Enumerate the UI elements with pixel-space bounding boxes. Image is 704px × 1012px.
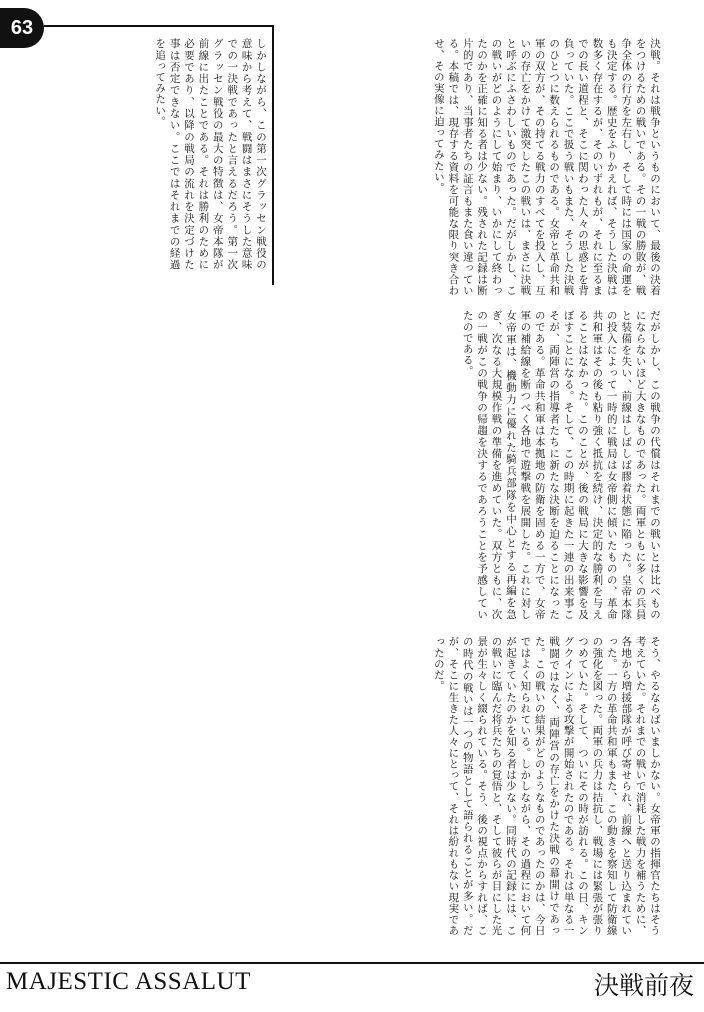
column-divider-rule: [272, 25, 274, 285]
text-column-upper-left: しかしながら、この第一次グラッセン戦役の意味から考えて、戦闘はまさにそうした意味での一決戦であったと言えるだろう。第一次グラッセン戦役の最大の特徴は、女帝本隊が前線に出たことである。それは勝利のために必要であり、以降の戦局の流れを決定づけた事は否定できない。ここではそれまでの経過を追ってみたい。: [154, 38, 267, 270]
page-number: 63: [10, 16, 34, 39]
text-column-tier-3: そう、やるならばいましかない。女帝軍の指揮官たちはそう考えていた。それまでの戦いで消耗した戦力を補うために、各地から増援部隊が呼び寄せられ、前線へと送り込まれていった。一方の革命共和軍もまた、この動きを察知して防衛線の強化を図った。両軍の兵力は拮抗し、戦場には緊張が張りつめていた。そして、ついにその時が訪れる。この日、キングクインによる攻撃が開始されたのである。それは単なる一戦闘ではなく、両陣営の存亡をかけた決戦の幕開けであった。この戦いの結果がどのようなものであったのかは、今日ではよく知られている。しかしながら、その過程において何が起きていたのかを知る者は少ない。同時代の記録には、この戦いに臨んだ将兵たちの覚悟と、そして彼らが目にした光景が生々しく綴られている。そう、後の視点からすれば、この時代の戦いは一つの物語として語られることが多い。だが、そこに生きた人々にとって、それは紛れもない現実であったのだ。: [432, 636, 661, 936]
page-number-badge: [0, 8, 44, 48]
series-title: MAJESTIC ASSALUT: [6, 968, 251, 995]
text-column-tier-2: だがしかし、この戦争の代償はそれまでの戦いとは比べものにならないほど大きなものであった。両軍ともに多くの兵員と装備を失い、前線はしばしば膠着状態に陥った。皇帝本隊の投入によって一時的に戦局は女帝側に傾いたものの、革命共和軍はその後も粘り強く抵抗を続け、決定的な勝利を与えることはなかった。このことが、後の戦局に大きな影響を及ぼすことになる。そして、この時期に起きた一連の出来事こそが、両陣営の指導者たちに新たな決断を迫ることになったのである。革命共和軍は本拠地の防衛を固める一方で、女帝軍の補給線を断つべく各地で遊撃戦を展開した。これに対し女帝軍は、機動力に優れた騎兵部隊を中心とする再編を急ぎ、次なる大規模作戦の準備を進めていた。双方ともに、次の一戦がこの戦争の帰趨を決するであろうことを予感していたのである。: [461, 310, 661, 620]
chapter-title: 決戦前夜: [593, 971, 694, 1000]
text-column-tier-1: 決戦。それは戦争というものにおいて、最後の決着をつけるための戦いである。その一戦の勝敗が、戦争全体の行方を左右し、そして時には国家の命運をも決定する。歴史をふりかえれば、そうした決戦は数多く存在するが、そのいずれもが、それに至るまでの長い道程と、そこに関わった人々の思惑とを背負っていた。ここで扱う戦いもまた、そうした決戦のひとつに数えられるものである。女帝と革命共和軍の双方が、その持てる戦力のすべてを投入し、互いの存亡をかけて激突したこの戦いは、まさに決戦と呼ぶにふさわしいものであった。だがしかし、この戦いがどのようにして始まり、いかにして終わったのかを正確に知る者は少ない。残された記録は断片的であり、当事者たちの証言もまた食い違っている。本稿では、現存する資料を可能な限り突き合わせ、その実像に迫ってみたい。: [432, 38, 661, 296]
header-rule: [44, 25, 274, 27]
footer-rule: [0, 962, 704, 964]
